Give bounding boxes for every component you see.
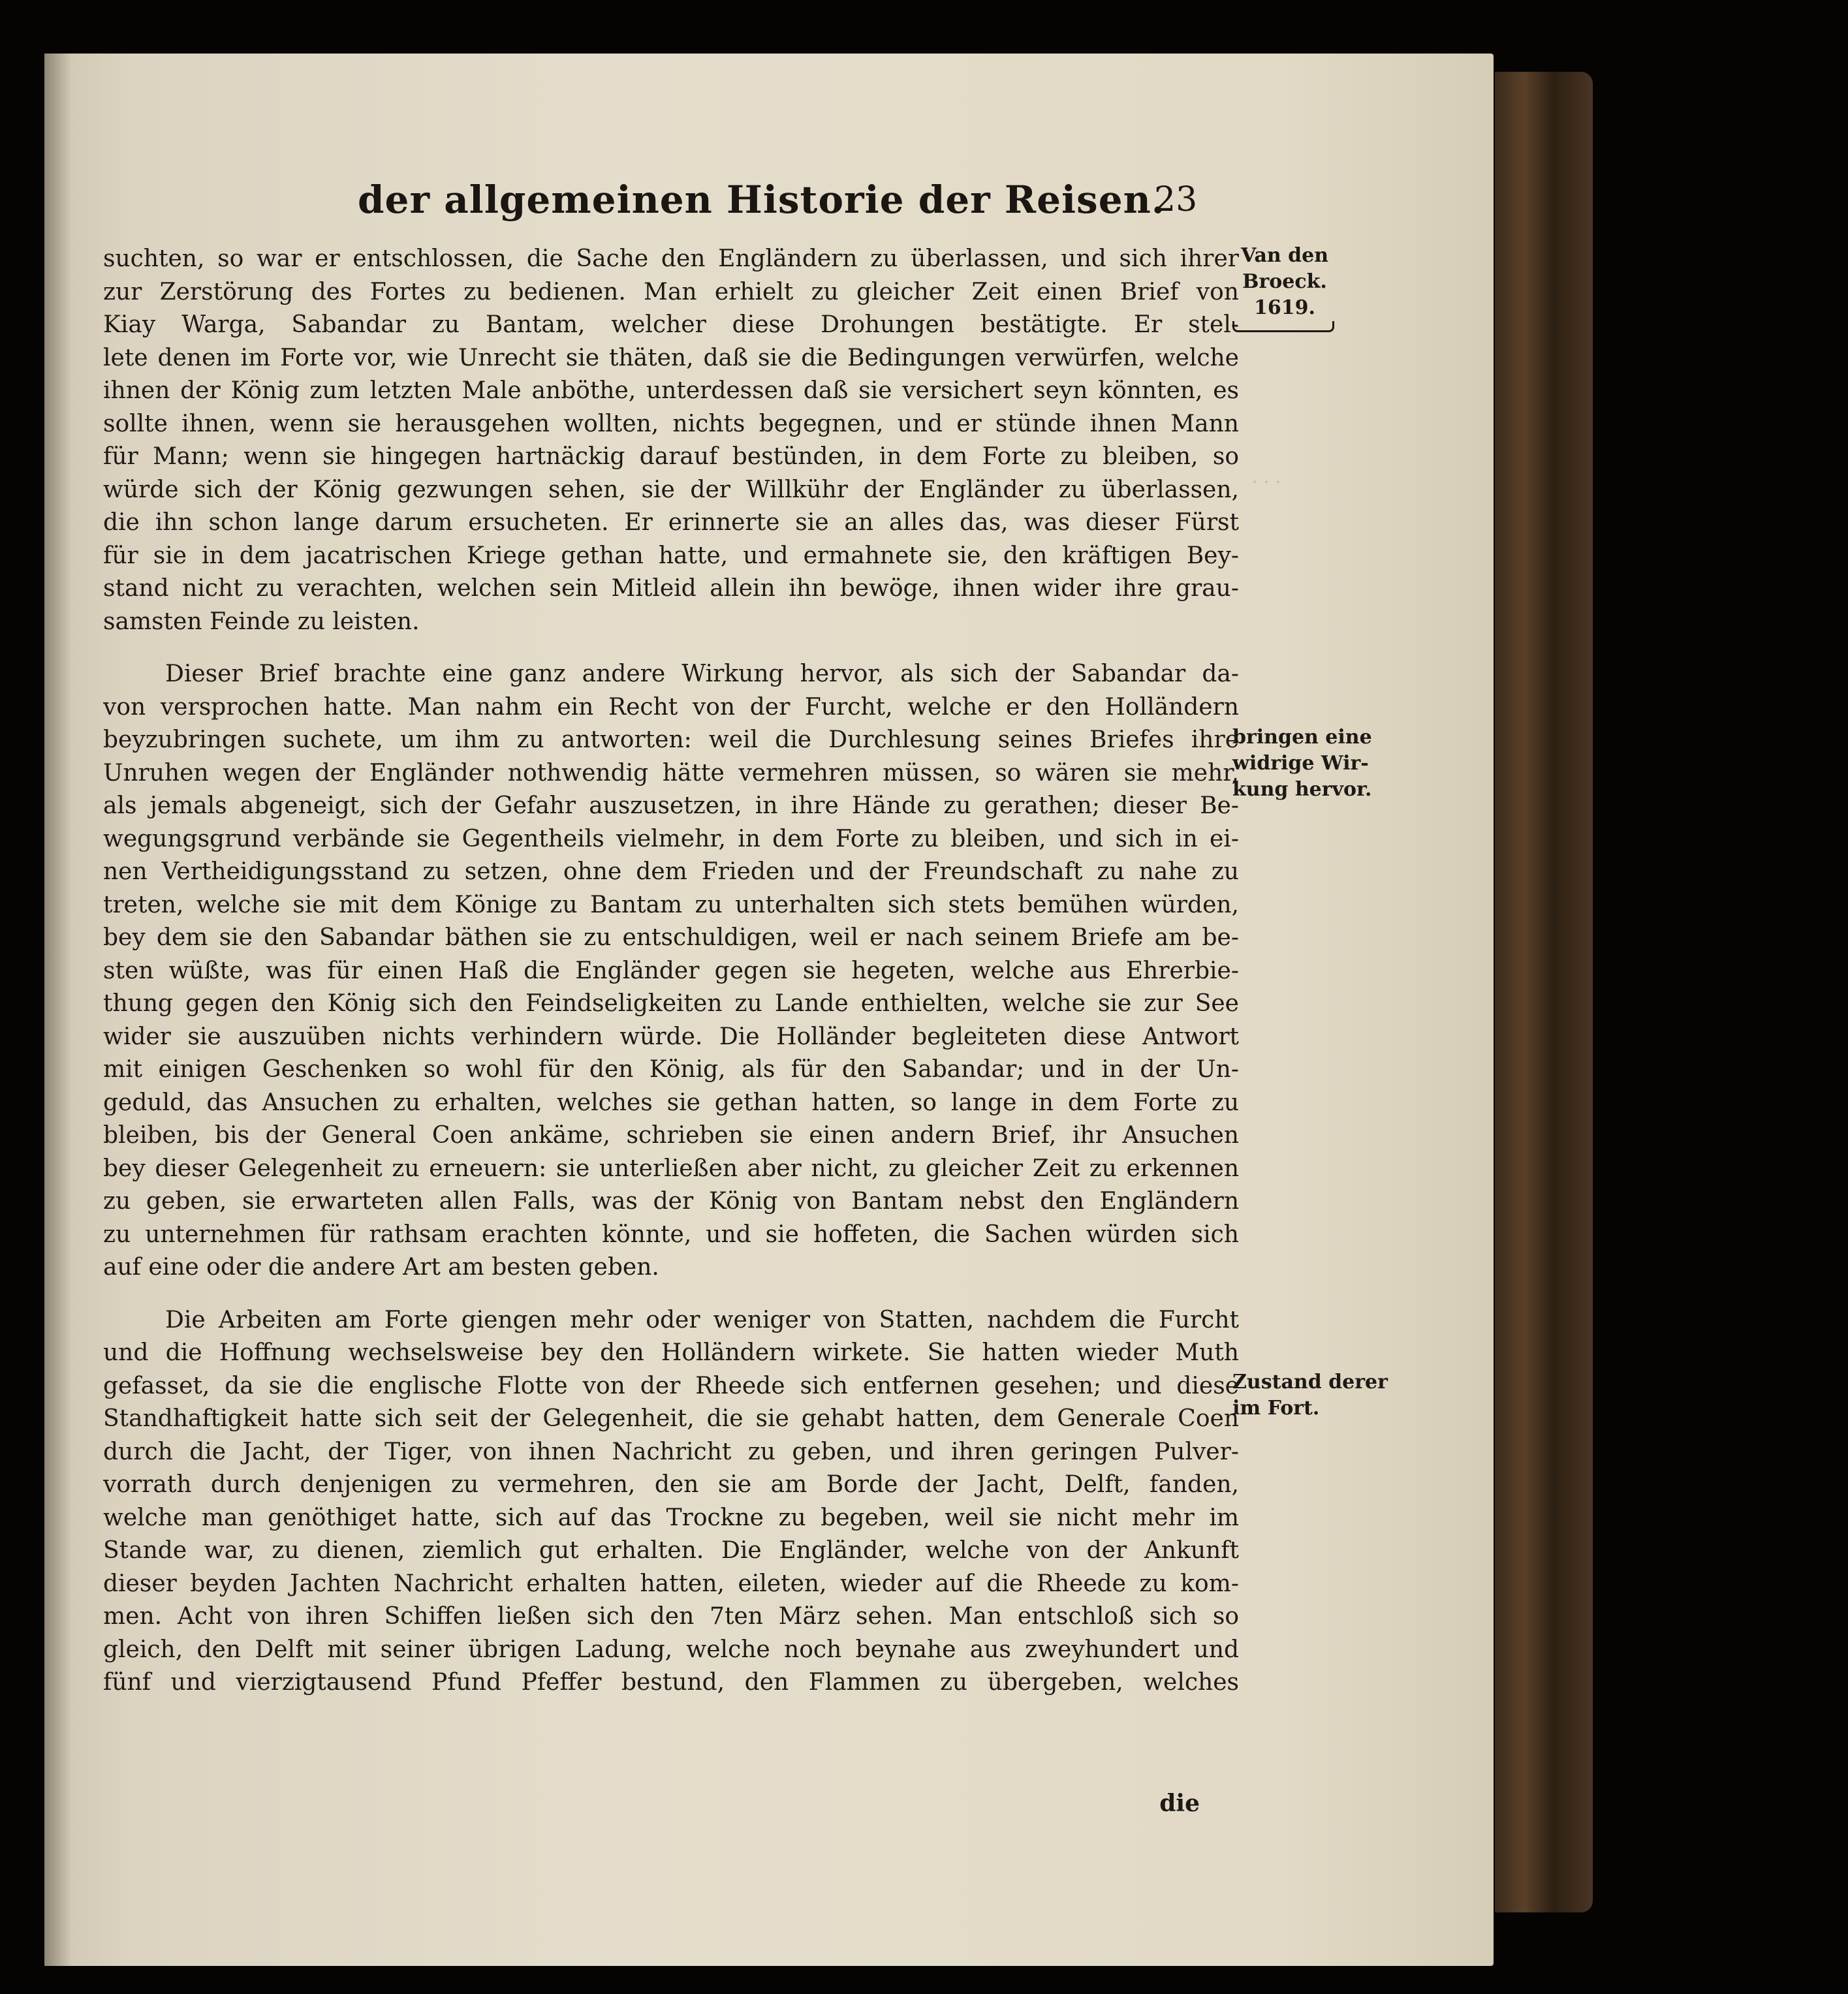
text-line: zur Zerstörung des Fortes zu bedienen. Man erhielt zu gleicher Zeit einen Brief von [103,278,1239,305]
text-line: ihnen der König zum letzten Male anböthe, unterdessen daß sie versichert seyn könnten, es [103,377,1239,404]
margin-note-line: bringen eine [1232,726,1372,749]
margin-brace [1232,321,1334,332]
text-line: stand nicht zu verachten, welchen sein Mitleid allein ihn bewöge, ihnen wider ihre grau- [103,575,1239,602]
text-line: würde sich der König gezwungen sehen, sie der Willkühr der Engländer zu überlassen, [103,476,1239,503]
margin-note-line: kung hervor. [1232,778,1372,801]
text-line: thung gegen den König sich den Feindseligkeiten zu Lande enthielten, welche sie zur See [103,990,1239,1017]
margin-note-line: Zustand derer [1232,1371,1388,1394]
text-line: treten, welche sie mit dem Könige zu Bantam zu unterhalten sich stets bemühen würden, [103,891,1239,918]
text-line: suchten, so war er entschlossen, die Sache den Engländern zu überlassen, und sich ihrer [103,245,1239,272]
margin-note-line: Broeck. [1242,270,1327,293]
text-line: wegungsgrund verbände sie Gegentheils vielmehr, in dem Forte zu bleiben, und sich in ei- [103,825,1239,852]
paragraph-3 [103,1304,1239,1700]
book-page [44,54,1494,1966]
text-line: Unruhen wegen der Engländer nothwendig hätte vermehren müssen, so wären sie mehr, [103,759,1239,787]
text-line: fünf und vierzigtausend Pfund Pfeffer bestund, den Flammen zu übergeben, welches [103,1669,1239,1696]
text-line: mit einigen Geschenken so wohl für den König, als für den Sabandar; und in der Un- [103,1056,1239,1083]
text-line: für Mann; wenn sie hingegen hartnäckig darauf bestünden, in dem Forte zu bleiben, so [103,443,1239,470]
text-line: geduld, das Ansuchen zu erhalten, welches sie gethan hatten, so lange in dem Forte zu [103,1089,1239,1116]
margin-note-line: widrige Wir- [1232,752,1369,775]
paragraph-2 [103,658,1239,1285]
text-line: als jemals abgeneigt, sich der Gefahr auszusetzen, in ihre Hände zu gerathen; dieser Be- [103,792,1239,819]
body-text [103,243,1239,1719]
text-line: gleich, den Delft mit seiner übrigen Ladung, welche noch beynahe aus zweyhundert und [103,1636,1239,1663]
margin-note-van-den-broeck [1232,243,1337,332]
book-cover-edge [1495,72,1593,1912]
text-line: von versprochen hatte. Man nahm ein Recht von der Furcht, welche er den Holländern [103,693,1239,721]
show-through-marks: · · · [1252,471,1281,493]
text-line: beyzubringen suchete, um ihm zu antworten: weil die Durchlesung seines Briefes ihre [103,726,1239,753]
catchword: die [1159,1790,1200,1817]
text-line: zu geben, sie erwarteten allen Falls, was der König von Bantam nebst den Engländern [103,1188,1239,1215]
text-line: sten wüßte, was für einen Haß die Engländer gegen sie hegeten, welche aus Ehrerbie- [103,957,1239,984]
text-line: Kiay Warga, Sabandar zu Bantam, welcher diese Drohungen bestätigte. Er stel- [103,311,1239,338]
running-head [358,178,1206,230]
text-line: welche man genöthiget hatte, sich auf das Trockne zu begeben, weil sie nicht mehr im [103,1504,1239,1531]
text-line: wider sie auszuüben nichts verhindern würde. Die Holländer begleiteten diese Antwort [103,1023,1239,1050]
text-line: Stande war, zu dienen, ziemlich gut erhalten. Die Engländer, welche von der Ankunft [103,1537,1239,1564]
text-line: vorrath durch denjenigen zu vermehren, den sie am Borde der Jacht, Delft, fanden, [103,1471,1239,1498]
text-line: durch die Jacht, der Tiger, von ihnen Nachricht zu geben, und ihren geringen Pulver- [103,1438,1239,1465]
text-line: die ihn schon lange darum ersucheten. Er erinnerte sie an alles das, was dieser Fürst [103,509,1239,536]
text-line: für sie in dem jacatrischen Kriege gethan hatte, und ermahnete sie, den kräftigen Bey- [103,542,1239,569]
paragraph-1 [103,243,1239,638]
page-gutter-shadow [44,54,70,1966]
text-line: lete denen im Forte vor, wie Unrecht sie thäten, daß sie die Bedingungen verwürfen, welche [103,344,1239,371]
text-line: Die Arbeiten am Forte giengen mehr oder weniger von Statten, nachdem die Furcht [165,1306,1239,1333]
text-line: nen Vertheidigungsstand zu setzen, ohne dem Frieden und der Freundschaft zu nahe zu [103,858,1239,885]
text-line: dieser beyden Jachten Nachricht erhalten hatten, eileten, wieder auf die Rheede zu kom- [103,1570,1239,1597]
catchword-container [1121,1790,1200,1817]
text-line: auf eine oder die andere Art am besten geben. [103,1254,659,1281]
running-head-title: der allgemeinen Historie der Reisen. [358,178,1165,222]
text-line: gefasset, da sie die englische Flotte von der Rheede sich entfernen gesehen; und diese [103,1372,1239,1399]
text-line: men. Acht von ihren Schiffen ließen sich den 7ten März sehen. Man entschloß sich so [103,1603,1239,1630]
margin-note-line: Van den [1240,244,1329,267]
text-line: zu unternehmen für rathsam erachten könnte, und sie hoffeten, die Sachen würden sich [103,1221,1239,1248]
text-line: und die Hoffnung wechselsweise bey den Holländern wirkete. Sie hatten wieder Muth [103,1339,1239,1366]
margin-note-line: 1619. [1254,296,1315,319]
text-line: samsten Feinde zu leisten. [103,608,420,635]
text-line: bleiben, bis der General Coen ankäme, schrieben sie einen andern Brief, ihr Ansuchen [103,1122,1239,1149]
text-line: sollte ihnen, wenn sie herausgehen wollten, nichts begegnen, und er stünde ihnen Mann [103,410,1239,437]
text-line: bey dem sie den Sabandar bäthen sie zu entschuldigen, weil er nach seinem Briefe am be- [103,924,1239,951]
margin-note-zustand [1232,1369,1388,1422]
page-number: 23 [1154,180,1198,219]
text-line: Standhaftigkeit hatte sich seit der Gelegenheit, die sie gehabt hatten, dem Generale Coen [103,1405,1239,1432]
margin-note-wirkung [1232,724,1372,803]
margin-note-line: im Fort. [1232,1397,1320,1420]
text-line: bey dieser Gelegenheit zu erneuern: sie unterließen aber nicht, zu gleicher Zeit zu erkennen [103,1155,1239,1182]
text-line: Dieser Brief brachte eine ganz andere Wirkung hervor, als sich der Sabandar da- [165,661,1239,687]
